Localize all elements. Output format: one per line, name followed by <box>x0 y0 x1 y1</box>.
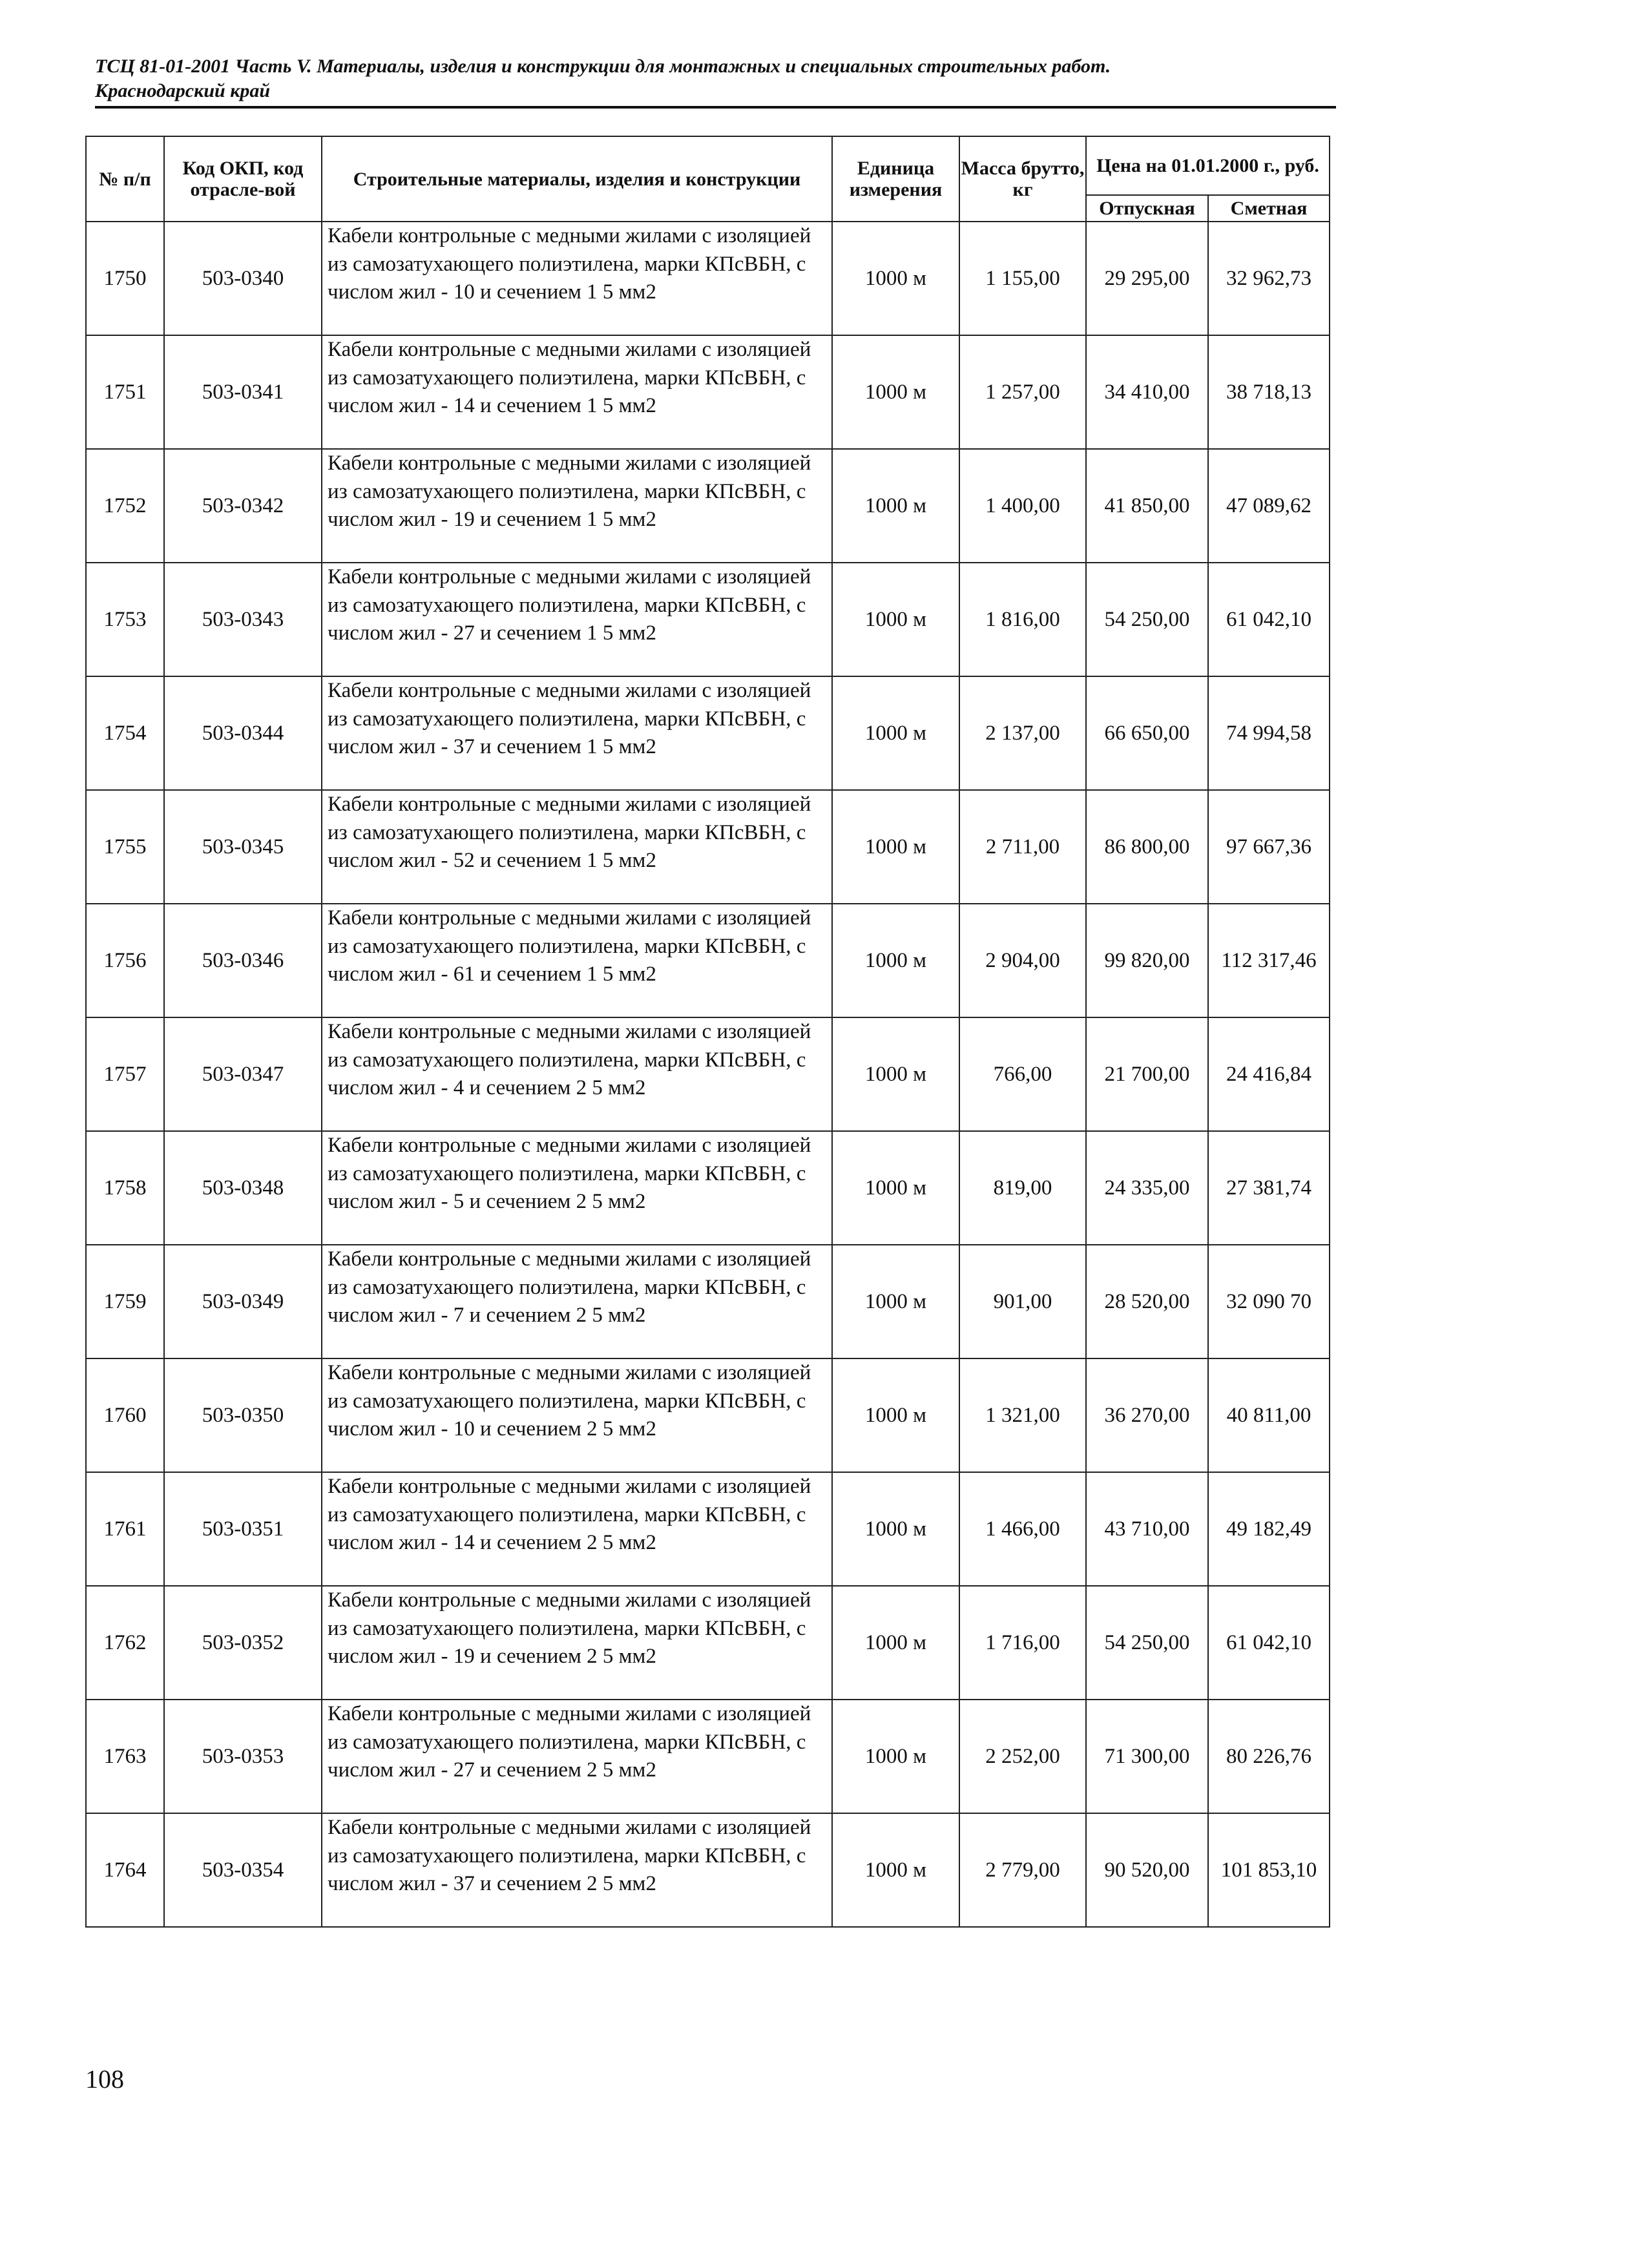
cell-code: 503-0349 <box>164 1245 322 1358</box>
cell-code: 503-0345 <box>164 790 322 904</box>
cell-price-estimate: 40 811,00 <box>1208 1358 1330 1472</box>
cell-mass: 1 400,00 <box>959 449 1086 563</box>
table-row <box>86 790 1330 904</box>
page-header <box>95 54 1322 103</box>
cell-price-sale: 90 520,00 <box>1086 1813 1208 1927</box>
cell-code: 503-0343 <box>164 563 322 676</box>
table-row <box>86 676 1330 790</box>
cell-name: Кабели контрольные с медными жилами с изоляцией из самозатухающего полиэтилена, марки КПсВБН, с числом жил - 61 и сечением 1 5 мм2 <box>322 904 832 1017</box>
cell-num: 1753 <box>86 563 164 676</box>
cell-unit: 1000 м <box>832 1358 959 1472</box>
cell-price-sale: 21 700,00 <box>1086 1017 1208 1131</box>
cell-num: 1750 <box>86 222 164 335</box>
col-header-unit: Единица измерения <box>832 136 959 222</box>
cell-price-estimate: 47 089,62 <box>1208 449 1330 563</box>
cell-price-estimate: 27 381,74 <box>1208 1131 1330 1245</box>
cell-num: 1758 <box>86 1131 164 1245</box>
cell-mass: 2 904,00 <box>959 904 1086 1017</box>
cell-unit: 1000 м <box>832 1131 959 1245</box>
cell-num: 1761 <box>86 1472 164 1586</box>
cell-num: 1762 <box>86 1586 164 1700</box>
cell-mass: 2 779,00 <box>959 1813 1086 1927</box>
cell-code: 503-0350 <box>164 1358 322 1472</box>
cell-name: Кабели контрольные с медными жилами с изоляцией из самозатухающего полиэтилена, марки КПсВБН, с числом жил - 27 и сечением 2 5 мм2 <box>322 1700 832 1813</box>
table-row <box>86 1472 1330 1586</box>
cell-mass: 2 711,00 <box>959 790 1086 904</box>
col-header-num: № п/п <box>86 136 164 222</box>
cell-name: Кабели контрольные с медными жилами с изоляцией из самозатухающего полиэтилена, марки КПсВБН, с числом жил - 5 и сечением 2 5 мм2 <box>322 1131 832 1245</box>
cell-unit: 1000 м <box>832 563 959 676</box>
table-row <box>86 1358 1330 1472</box>
cell-code: 503-0347 <box>164 1017 322 1131</box>
cell-price-estimate: 32 962,73 <box>1208 222 1330 335</box>
cell-num: 1751 <box>86 335 164 449</box>
col-header-name: Строительные материалы, изделия и конструкции <box>322 136 832 222</box>
cell-price-estimate: 112 317,46 <box>1208 904 1330 1017</box>
page-number: 108 <box>85 2065 124 2094</box>
cell-mass: 1 155,00 <box>959 222 1086 335</box>
header-region: Краснодарский край <box>95 80 271 101</box>
cell-unit: 1000 м <box>832 1245 959 1358</box>
cell-code: 503-0352 <box>164 1586 322 1700</box>
cell-price-sale: 43 710,00 <box>1086 1472 1208 1586</box>
cell-code: 503-0353 <box>164 1700 322 1813</box>
cell-price-sale: 71 300,00 <box>1086 1700 1208 1813</box>
cell-name: Кабели контрольные с медными жилами с изоляцией из самозатухающего полиэтилена, марки КПсВБН, с числом жил - 19 и сечением 2 5 мм2 <box>322 1586 832 1700</box>
col-header-price-sale: Отпускная <box>1086 195 1208 222</box>
cell-name: Кабели контрольные с медными жилами с изоляцией из самозатухающего полиэтилена, марки КПсВБН, с числом жил - 4 и сечением 2 5 мм2 <box>322 1017 832 1131</box>
table-row <box>86 222 1330 335</box>
cell-code: 503-0344 <box>164 676 322 790</box>
cell-num: 1756 <box>86 904 164 1017</box>
table-body <box>86 222 1330 1927</box>
cell-code: 503-0341 <box>164 335 322 449</box>
cell-name: Кабели контрольные с медными жилами с изоляцией из самозатухающего полиэтилена, марки КПсВБН, с числом жил - 14 и сечением 2 5 мм2 <box>322 1472 832 1586</box>
cell-price-sale: 34 410,00 <box>1086 335 1208 449</box>
cell-unit: 1000 м <box>832 904 959 1017</box>
cell-mass: 1 321,00 <box>959 1358 1086 1472</box>
cell-mass: 2 137,00 <box>959 676 1086 790</box>
table-row <box>86 1131 1330 1245</box>
cell-price-sale: 29 295,00 <box>1086 222 1208 335</box>
cell-price-estimate: 32 090 70 <box>1208 1245 1330 1358</box>
cell-mass: 819,00 <box>959 1131 1086 1245</box>
table-row <box>86 335 1330 449</box>
cell-price-estimate: 61 042,10 <box>1208 563 1330 676</box>
cell-unit: 1000 м <box>832 790 959 904</box>
table-row <box>86 563 1330 676</box>
cell-num: 1763 <box>86 1700 164 1813</box>
cell-name: Кабели контрольные с медными жилами с изоляцией из самозатухающего полиэтилена, марки КПсВБН, с числом жил - 27 и сечением 1 5 мм2 <box>322 563 832 676</box>
cell-name: Кабели контрольные с медными жилами с изоляцией из самозатухающего полиэтилена, марки КПсВБН, с числом жил - 10 и сечением 1 5 мм2 <box>322 222 832 335</box>
cell-code: 503-0351 <box>164 1472 322 1586</box>
header-title: ТСЦ 81-01-2001 Часть V. Материалы, изделия и конструкции для монтажных и специальных строительных работ. <box>95 56 1111 77</box>
cell-price-estimate: 74 994,58 <box>1208 676 1330 790</box>
cell-num: 1752 <box>86 449 164 563</box>
cell-price-estimate: 97 667,36 <box>1208 790 1330 904</box>
cell-unit: 1000 м <box>832 335 959 449</box>
cell-price-estimate: 24 416,84 <box>1208 1017 1330 1131</box>
cell-num: 1757 <box>86 1017 164 1131</box>
cell-price-sale: 28 520,00 <box>1086 1245 1208 1358</box>
cell-unit: 1000 м <box>832 676 959 790</box>
cell-num: 1754 <box>86 676 164 790</box>
col-header-price-group: Цена на 01.01.2000 г., руб. <box>1086 136 1330 195</box>
cell-mass: 901,00 <box>959 1245 1086 1358</box>
cell-name: Кабели контрольные с медными жилами с изоляцией из самозатухающего полиэтилена, марки КПсВБН, с числом жил - 7 и сечением 2 5 мм2 <box>322 1245 832 1358</box>
cell-name: Кабели контрольные с медными жилами с изоляцией из самозатухающего полиэтилена, марки КПсВБН, с числом жил - 37 и сечением 2 5 мм2 <box>322 1813 832 1927</box>
cell-name: Кабели контрольные с медными жилами с изоляцией из самозатухающего полиэтилена, марки КПсВБН, с числом жил - 19 и сечением 1 5 мм2 <box>322 449 832 563</box>
cell-num: 1759 <box>86 1245 164 1358</box>
cell-code: 503-0342 <box>164 449 322 563</box>
cell-unit: 1000 м <box>832 1017 959 1131</box>
header-rule <box>95 106 1336 109</box>
cell-unit: 1000 м <box>832 1586 959 1700</box>
cell-price-sale: 36 270,00 <box>1086 1358 1208 1472</box>
cell-price-sale: 86 800,00 <box>1086 790 1208 904</box>
cell-name: Кабели контрольные с медными жилами с изоляцией из самозатухающего полиэтилена, марки КПсВБН, с числом жил - 14 и сечением 1 5 мм2 <box>322 335 832 449</box>
cell-unit: 1000 м <box>832 449 959 563</box>
cell-code: 503-0340 <box>164 222 322 335</box>
cell-name: Кабели контрольные с медными жилами с изоляцией из самозатухающего полиэтилена, марки КПсВБН, с числом жил - 37 и сечением 1 5 мм2 <box>322 676 832 790</box>
cell-name: Кабели контрольные с медными жилами с изоляцией из самозатухающего полиэтилена, марки КПсВБН, с числом жил - 10 и сечением 2 5 мм2 <box>322 1358 832 1472</box>
col-header-price-estimate: Сметная <box>1208 195 1330 222</box>
cell-mass: 1 816,00 <box>959 563 1086 676</box>
table-row <box>86 904 1330 1017</box>
cell-price-sale: 54 250,00 <box>1086 1586 1208 1700</box>
cell-unit: 1000 м <box>832 1472 959 1586</box>
cell-unit: 1000 м <box>832 222 959 335</box>
cell-unit: 1000 м <box>832 1700 959 1813</box>
cell-unit: 1000 м <box>832 1813 959 1927</box>
cell-price-sale: 66 650,00 <box>1086 676 1208 790</box>
cell-mass: 766,00 <box>959 1017 1086 1131</box>
col-header-code: Код ОКП, код отрасле-вой <box>164 136 322 222</box>
cell-price-sale: 54 250,00 <box>1086 563 1208 676</box>
cell-price-sale: 41 850,00 <box>1086 449 1208 563</box>
cell-price-estimate: 49 182,49 <box>1208 1472 1330 1586</box>
table-row <box>86 1245 1330 1358</box>
cell-price-estimate: 101 853,10 <box>1208 1813 1330 1927</box>
cell-num: 1755 <box>86 790 164 904</box>
cell-code: 503-0348 <box>164 1131 322 1245</box>
table-row <box>86 1813 1330 1927</box>
cell-mass: 1 716,00 <box>959 1586 1086 1700</box>
price-table <box>85 136 1330 1928</box>
cell-price-estimate: 61 042,10 <box>1208 1586 1330 1700</box>
cell-price-sale: 99 820,00 <box>1086 904 1208 1017</box>
cell-code: 503-0354 <box>164 1813 322 1927</box>
col-header-mass: Масса брутто, кг <box>959 136 1086 222</box>
cell-code: 503-0346 <box>164 904 322 1017</box>
cell-mass: 1 466,00 <box>959 1472 1086 1586</box>
cell-price-estimate: 38 718,13 <box>1208 335 1330 449</box>
cell-name: Кабели контрольные с медными жилами с изоляцией из самозатухающего полиэтилена, марки КПсВБН, с числом жил - 52 и сечением 1 5 мм2 <box>322 790 832 904</box>
table-row <box>86 1700 1330 1813</box>
cell-mass: 1 257,00 <box>959 335 1086 449</box>
cell-num: 1760 <box>86 1358 164 1472</box>
cell-mass: 2 252,00 <box>959 1700 1086 1813</box>
table-row <box>86 1586 1330 1700</box>
table-row <box>86 1017 1330 1131</box>
cell-price-estimate: 80 226,76 <box>1208 1700 1330 1813</box>
cell-num: 1764 <box>86 1813 164 1927</box>
cell-price-sale: 24 335,00 <box>1086 1131 1208 1245</box>
table-row <box>86 449 1330 563</box>
